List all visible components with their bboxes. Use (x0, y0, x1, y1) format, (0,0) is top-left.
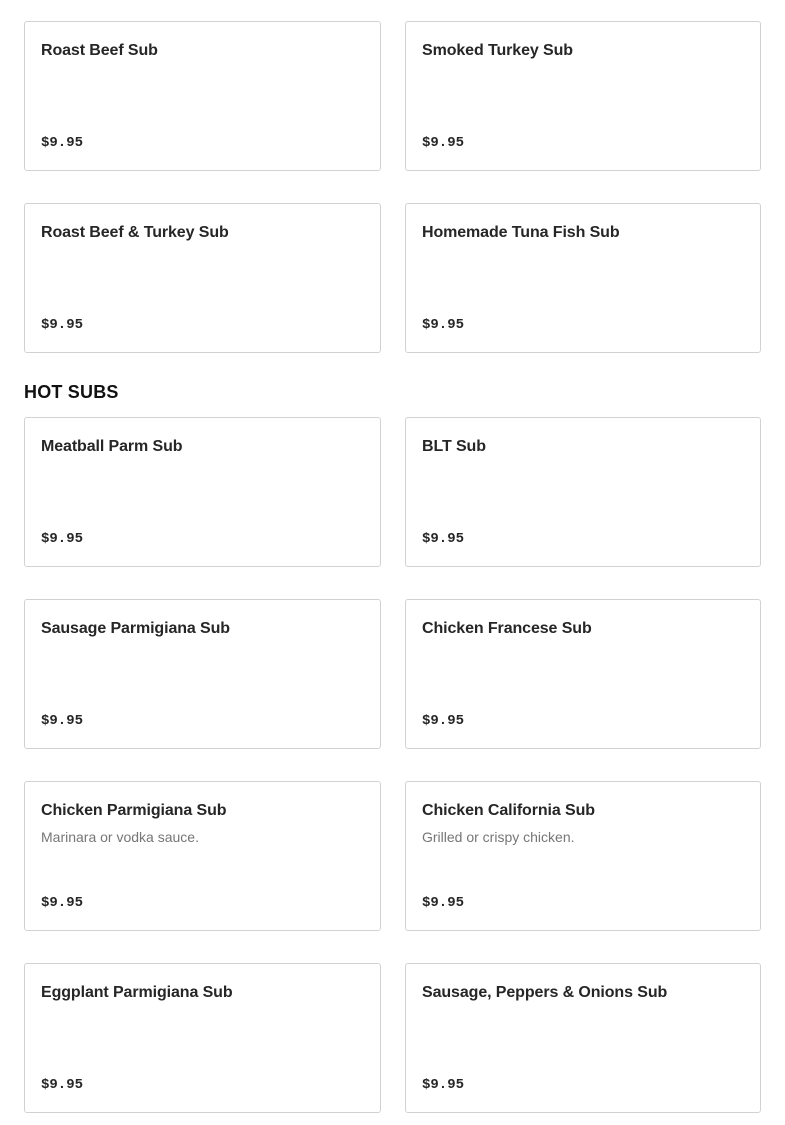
menu-item-card[interactable] (24, 781, 381, 931)
menu-item-name: BLT Sub (422, 438, 486, 455)
menu-item-card[interactable] (24, 963, 381, 1113)
menu-item-name: Homemade Tuna Fish Sub (422, 224, 620, 241)
menu-item-price: $9.95 (422, 135, 465, 151)
menu-item-card[interactable] (405, 963, 761, 1113)
menu-items-grid (24, 21, 761, 353)
menu-page (24, 21, 761, 1113)
menu-item-card[interactable] (405, 781, 761, 931)
menu-item-description: Marinara or vodka sauce. (41, 829, 199, 845)
menu-item-card[interactable] (405, 21, 761, 171)
section-heading-hot-subs: HOT SUBS (24, 382, 119, 402)
menu-item-name: Sausage Parmigiana Sub (41, 620, 230, 637)
menu-item-name: Roast Beef & Turkey Sub (41, 224, 229, 241)
menu-item-card[interactable] (24, 599, 381, 749)
menu-item-price: $9.95 (41, 531, 84, 547)
menu-item-price: $9.95 (41, 895, 84, 911)
menu-item-card[interactable] (24, 203, 381, 353)
menu-item-price: $9.95 (422, 1077, 465, 1093)
menu-item-name: Eggplant Parmigiana Sub (41, 984, 233, 1001)
menu-item-card[interactable] (405, 417, 761, 567)
menu-item-card[interactable] (24, 417, 381, 567)
menu-item-price: $9.95 (41, 713, 84, 729)
menu-item-name: Sausage, Peppers & Onions Sub (422, 984, 668, 1001)
menu-item-name: Chicken California Sub (422, 802, 595, 819)
menu-item-price: $9.95 (422, 713, 465, 729)
menu-item-card[interactable] (405, 599, 761, 749)
menu-item-price: $9.95 (422, 895, 465, 911)
menu-item-card[interactable] (405, 203, 761, 353)
menu-item-description: Grilled or crispy chicken. (422, 829, 575, 845)
menu-item-card[interactable] (24, 21, 381, 171)
menu-item-name: Smoked Turkey Sub (422, 42, 573, 59)
menu-item-price: $9.95 (422, 531, 465, 547)
menu-items-grid (24, 417, 761, 1113)
menu-item-name: Chicken Francese Sub (422, 620, 592, 637)
menu-item-price: $9.95 (422, 317, 465, 333)
menu-item-price: $9.95 (41, 1077, 84, 1093)
menu-item-name: Chicken Parmigiana Sub (41, 802, 227, 819)
menu-item-name: Meatball Parm Sub (41, 438, 183, 455)
menu-item-name: Roast Beef Sub (41, 42, 158, 59)
menu-item-price: $9.95 (41, 135, 84, 151)
menu-item-price: $9.95 (41, 317, 84, 333)
